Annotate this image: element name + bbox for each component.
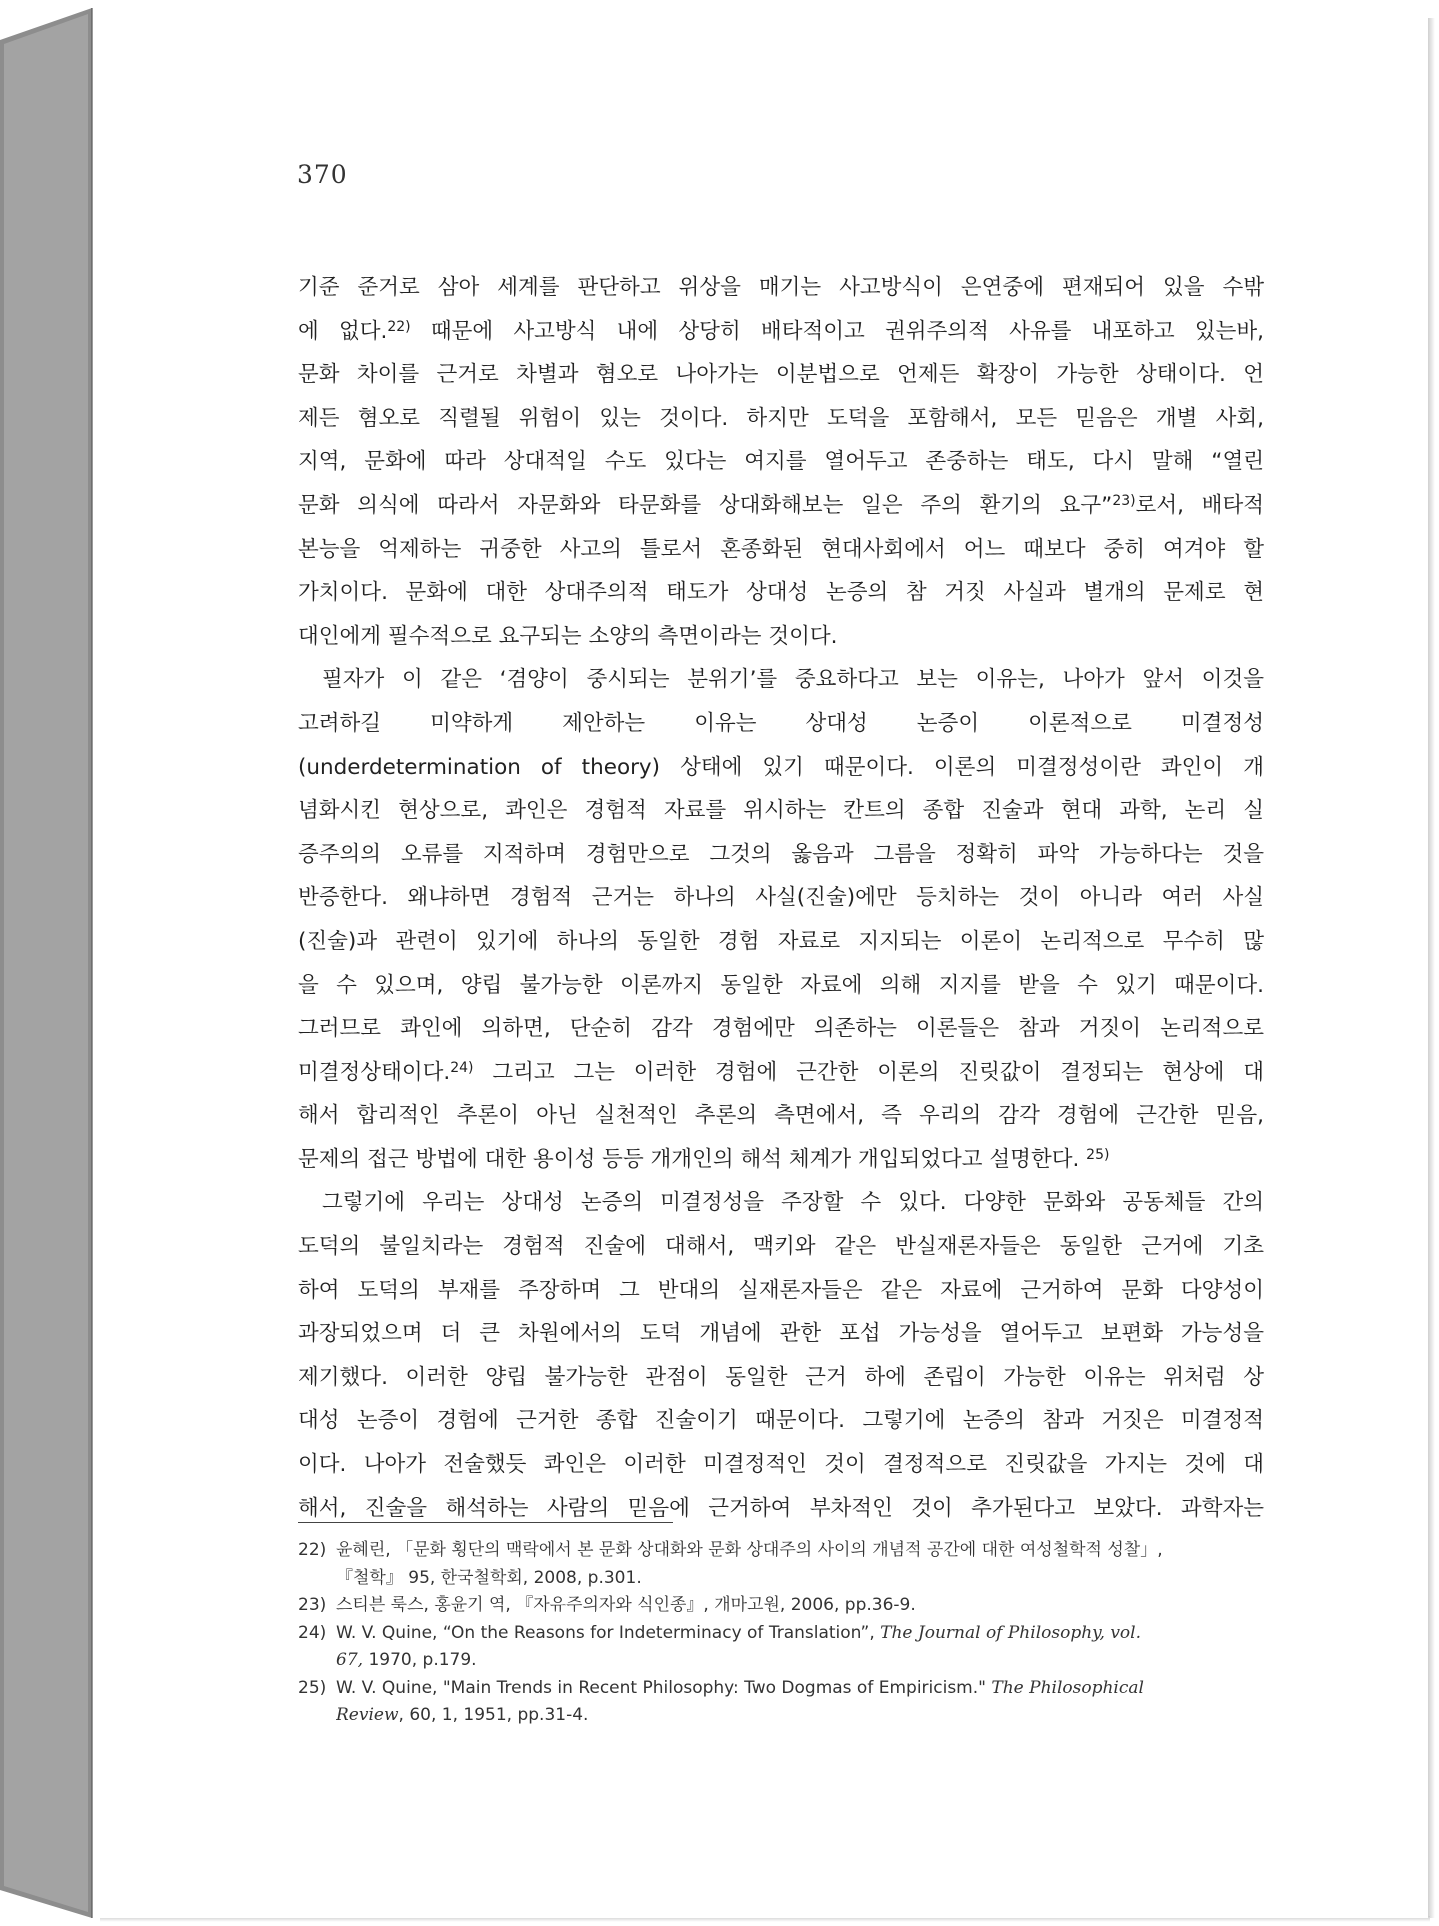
body-line: 대인에게 필수적으로 요구되는 소양의 측면이라는 것이다.: [298, 623, 838, 649]
footnote-23: [298, 1592, 1266, 1620]
body-line: 필자가 이 같은 ‘겸양이 중시되는 분위기’를 중요하다고 보는 이유는, 나아가 앞서 이것을: [322, 667, 1264, 693]
journal-title: The Philosophical: [991, 1677, 1144, 1698]
footnotes: [298, 1537, 1266, 1730]
footnote-line: Review, 60, 1, 1951, pp.31-4.: [336, 1705, 589, 1725]
journal-title-cont: Review: [336, 1705, 399, 1725]
body-line: 제기했다. 이러한 양립 불가능한 관점이 동일한 근거 하에 존립이 가능한 이유는 위처럼 상: [298, 1364, 1264, 1390]
body-line: 해서, 진술을 해석하는 사람의 믿음에 근거하여 부차적인 것이 추가된다고 보았다. 과학자는: [298, 1495, 1264, 1521]
body-line: 을 수 있으며, 양립 불가능한 이론까지 동일한 자료에 의해 지지를 받을 수 있기 때문이다.: [298, 972, 1264, 998]
page-shadow-right: [1427, 18, 1435, 1918]
page-number: 370: [297, 160, 348, 189]
body-line: 도덕의 불일치라는 경험적 진술에 대해서, 맥키와 같은 반실재론자들은 동일한 근거에 기초: [298, 1234, 1264, 1260]
body-line: 문제의 접근 방법에 대한 용이성 등등 개개인의 해석 체계가 개입되었다고 설명한다. $^{25)}$: [298, 1146, 1110, 1172]
footnote-ref-23: 23): [1112, 492, 1136, 509]
body-line: 문화 의식에 따라서 자문화와 타문화를 상대화해보는 일은 주의 환기의 요구”$^{23)}$로서, 배타적: [298, 492, 1264, 518]
body-line: 대성 논증이 경험에 근거한 종합 진술이기 때문이다. 그렇기에 논증의 참과 거짓은 미결정적: [298, 1408, 1264, 1434]
footnote-25: [298, 1675, 1266, 1730]
body-line: 제든 혐오로 직렬될 위험이 있는 것이다. 하지만 도덕을 포함해서, 모든 믿음은 개별 사회,: [298, 405, 1264, 431]
body-line: 그러므로 콰인에 의하면, 단순히 감각 경험에만 의존하는 이론들은 참과 거짓이 논리적으로: [298, 1016, 1264, 1042]
footnote-line: 스티븐 룩스, 홍윤기 역, 『자유주의자와 식인종』, 개마고원, 2006, pp.36-9.: [336, 1595, 916, 1615]
body-line: 반증한다. 왜냐하면 경험적 근거는 하나의 사실(진술)에만 등치하는 것이 아니라 여러 사실: [298, 885, 1264, 911]
footnote-24: [298, 1620, 1266, 1675]
body-line: 증주의의 오류를 지적하며 경험만으로 그것의 옳음과 그름을 정확히 파악 가능하다는 것을: [298, 841, 1264, 867]
footnote-number: 23): [298, 1595, 327, 1615]
footnote-number: 24): [298, 1622, 327, 1643]
footnote-number: 25): [298, 1677, 327, 1698]
body-line: 이다. 나아가 전술했듯 콰인은 이러한 미결정적인 것이 결정적으로 진릿값을 가지는 것에 대: [298, 1452, 1264, 1478]
body-line: 하여 도덕의 부재를 주장하며 그 반대의 실재론자들은 같은 자료에 근거하여 문화 다양성이: [298, 1277, 1264, 1303]
body-line: 지역, 문화에 따라 상대적일 수도 있다는 여지를 열어두고 존중하는 태도, 다시 말해 “열린: [298, 449, 1264, 475]
footnote-line: W. V. Quine, "Main Trends in Recent Philosophy: Two Dogmas of Empiricism." The Philosophical: [336, 1677, 1144, 1698]
body-line: 과장되었으며 더 큰 차원에서의 도덕 개념에 관한 포섭 가능성을 열어두고 보편화 가능성을: [298, 1321, 1264, 1347]
body-line: 문화 차이를 근거로 차별과 혐오로 나아가는 이분법으로 언제든 확장이 가능한 상태이다. 언: [298, 362, 1264, 388]
footnote-line: 『철학』 95, 한국철학회, 2008, p.301.: [336, 1567, 642, 1588]
footnote-line: W. V. Quine, “On the Reasons for Indeterminacy of Translation”, The Journal of Philosophy, vol.: [336, 1622, 1141, 1643]
body-line: 미결정상태이다.$^{24)}$ 그리고 그는 이러한 경험에 근간한 이론의 진릿값이 결정되는 현상에 대: [298, 1059, 1264, 1085]
body-line: (진술)과 관련이 있기에 하나의 동일한 경험 자료로 지지되는 이론이 논리적으로 무수히 많: [298, 928, 1264, 954]
footnote-line: 윤혜린, 「문화 횡단의 맥락에서 본 문화 상대화와 문화 상대주의 사이의 개념적 공간에 대한 여성철학적 성찰」,: [336, 1540, 1163, 1560]
body-line: (underdetermination of theory) 상태에 있기 때문이다. 이론의 미결정성이란 콰인이 개: [298, 754, 1264, 780]
body-line: 해서 합리적인 추론이 아닌 실천적인 추론의 측면에서, 즉 우리의 감각 경험에 근간한 믿음,: [298, 1103, 1264, 1129]
journal-volume: 67,: [336, 1650, 364, 1670]
body-line: 에 없다.$^{22)}$ 때문에 사고방식 내에 상당히 배타적이고 권위주의적 사유를 내포하고 있는바,: [298, 318, 1264, 344]
body-line: 기준 준거로 삼아 세계를 판단하고 위상을 매기는 사고방식이 은연중에 편재되어 있을 수밖: [298, 275, 1264, 300]
footnote-22: [298, 1537, 1266, 1592]
journal-title: The Journal of Philosophy, vol.: [880, 1622, 1141, 1643]
footnote-line: 67, 1970, p.179.: [336, 1650, 477, 1670]
footnote-ref-22: 22): [387, 318, 411, 335]
body-line: 본능을 억제하는 귀중한 사고의 틀로서 혼종화된 현대사회에서 어느 때보다 중히 여겨야 할: [298, 536, 1264, 562]
body-line: 고려하길 미약하게 제안하는 이유는 상대성 논증이 이론적으로 미결정성: [298, 710, 1264, 736]
body-line: 가치이다. 문화에 대한 상대주의적 태도가 상대성 논증의 참 거짓 사실과 별개의 문제로 현: [298, 580, 1264, 606]
footnote-divider: [298, 1522, 673, 1523]
body-line: 그렇기에 우리는 상대성 논증의 미결정성을 주장할 수 있다. 다양한 문화와 공동체들 간의: [322, 1190, 1264, 1216]
body-line: 념화시킨 현상으로, 콰인은 경험적 자료를 위시하는 칸트의 종합 진술과 현대 과학, 논리 실: [298, 798, 1264, 824]
footnote-number: 22): [298, 1540, 327, 1560]
footnote-ref-25: 25): [1086, 1146, 1110, 1163]
body-text: [298, 266, 1264, 1530]
footnote-ref-24: 24): [450, 1059, 474, 1076]
